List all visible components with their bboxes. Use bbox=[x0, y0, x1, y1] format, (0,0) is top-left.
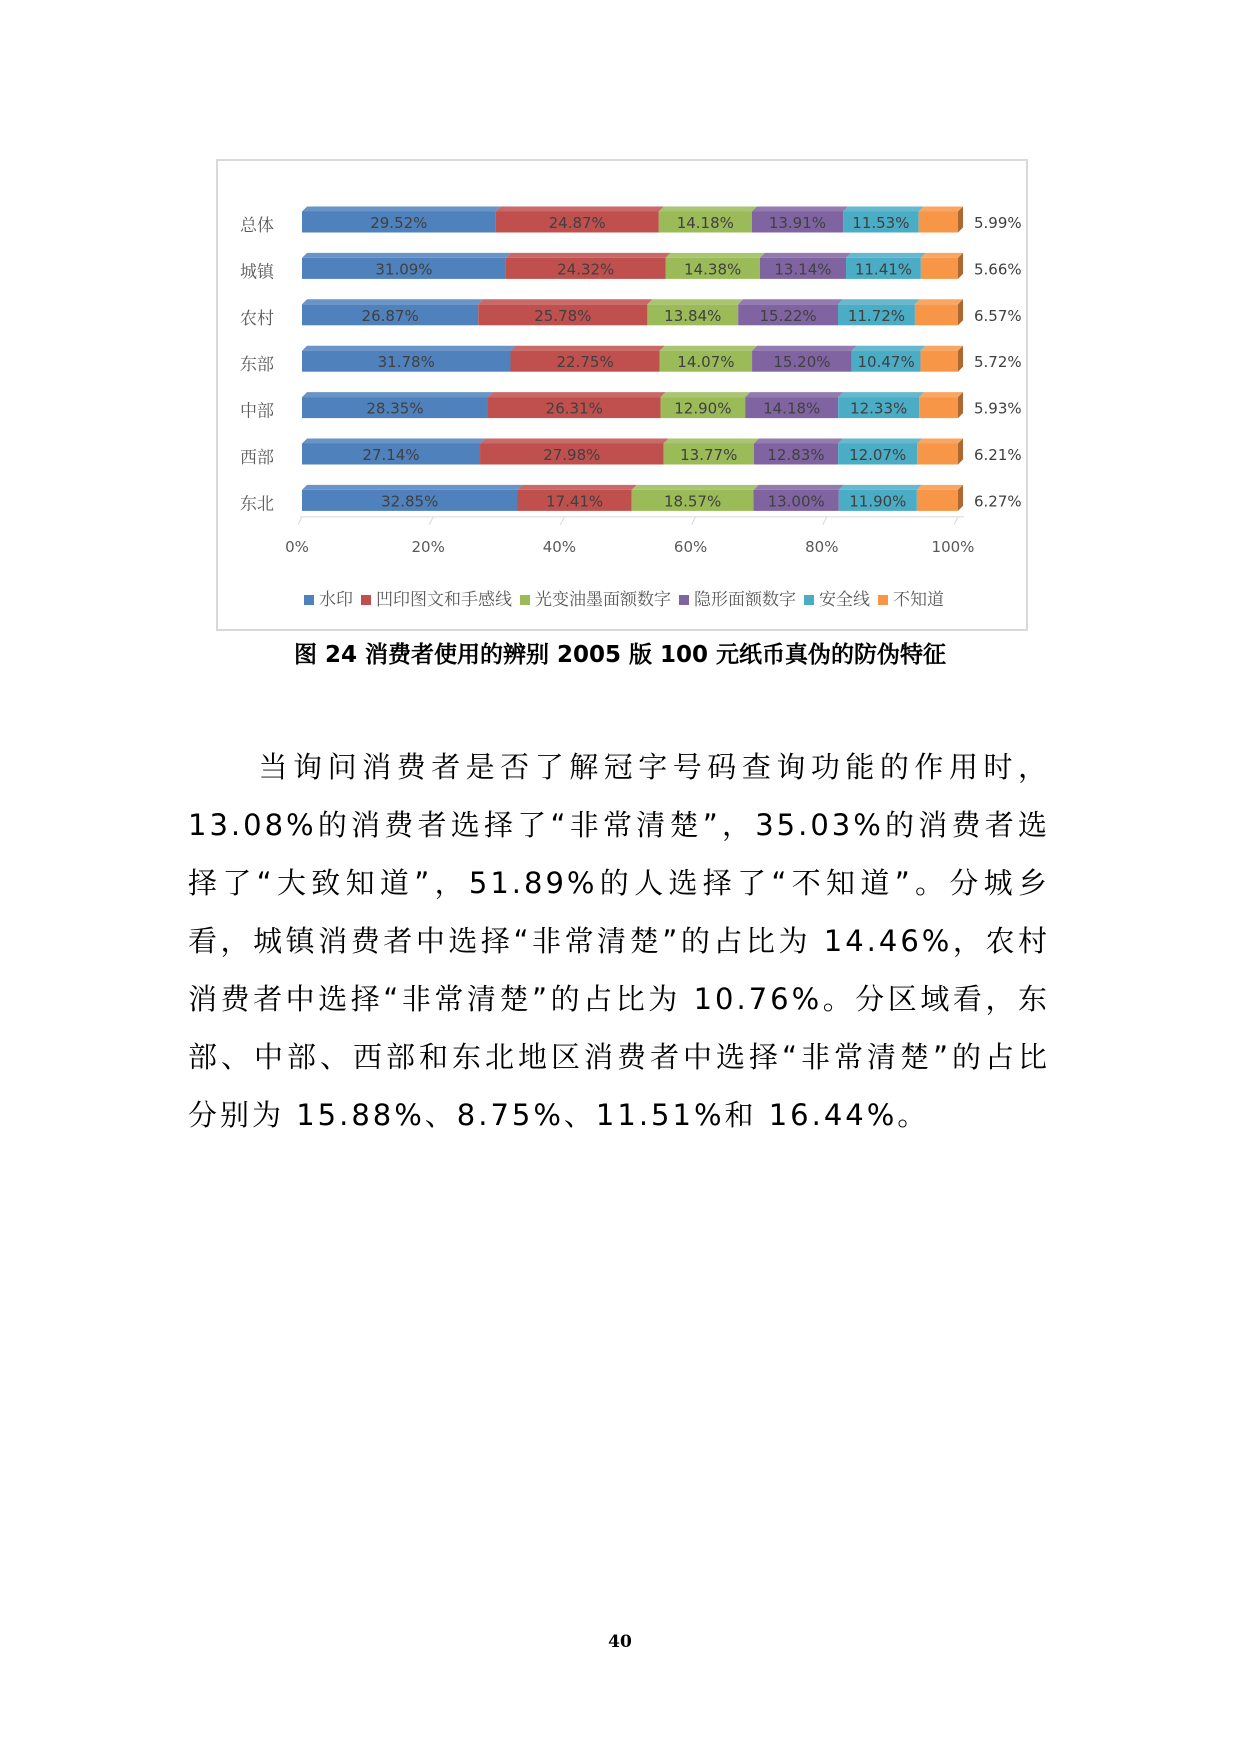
data-label: 13.84% bbox=[664, 306, 722, 325]
legend-item bbox=[520, 585, 671, 610]
bar-segment-top bbox=[919, 392, 963, 397]
bar-segment bbox=[921, 258, 958, 279]
data-label: 13.14% bbox=[774, 260, 832, 279]
data-label: 6.21% bbox=[974, 446, 1022, 464]
bar-segment bbox=[915, 304, 958, 325]
data-label: 13.00% bbox=[767, 492, 825, 511]
chart-frame bbox=[216, 159, 1028, 631]
data-label: 27.14% bbox=[362, 446, 420, 464]
category-label: 东北 bbox=[240, 494, 274, 515]
bar-segment-top bbox=[302, 253, 511, 258]
bar-segment-top bbox=[838, 392, 924, 397]
legend-item bbox=[804, 585, 870, 610]
x-tick-mark bbox=[954, 517, 958, 525]
bar-segment-top bbox=[496, 207, 664, 212]
bar-segment-top bbox=[754, 485, 844, 490]
bar-segment-top bbox=[488, 392, 666, 397]
category-label: 中部 bbox=[240, 401, 274, 422]
bar-segment-top bbox=[478, 299, 652, 304]
bar-segment-top bbox=[917, 439, 963, 444]
legend-label: 凹印图文和手感线 bbox=[376, 590, 512, 610]
data-label: 5.93% bbox=[974, 399, 1022, 418]
data-label: 6.27% bbox=[974, 492, 1022, 511]
x-tick-mark bbox=[298, 517, 302, 525]
data-label: 13.91% bbox=[768, 214, 827, 232]
legend-swatch bbox=[304, 595, 314, 605]
legend-label: 不知道 bbox=[893, 590, 944, 610]
category-label: 农村 bbox=[240, 308, 274, 329]
bar-segment-top bbox=[302, 439, 485, 444]
data-label: 24.87% bbox=[548, 214, 606, 232]
data-label: 25.78% bbox=[534, 306, 592, 325]
body-paragraph bbox=[188, 738, 1050, 1144]
data-label: 12.83% bbox=[767, 446, 825, 464]
data-label: 6.57% bbox=[974, 306, 1022, 325]
legend-item bbox=[878, 585, 944, 610]
bar-segment-top bbox=[919, 207, 963, 212]
legend-item bbox=[361, 585, 512, 610]
legend-label: 隐形面额数字 bbox=[694, 590, 796, 610]
data-label: 26.87% bbox=[361, 306, 419, 325]
data-label: 12.33% bbox=[850, 399, 908, 418]
bar-segment-top bbox=[846, 253, 926, 258]
x-tick-label: 40% bbox=[542, 537, 577, 556]
bar-segment bbox=[917, 490, 958, 511]
data-label: 32.85% bbox=[381, 492, 439, 511]
bar-segment-top bbox=[302, 485, 522, 490]
legend-label: 水印 bbox=[319, 590, 353, 610]
data-label: 12.07% bbox=[849, 446, 907, 464]
data-label: 5.66% bbox=[974, 260, 1022, 279]
data-label: 26.31% bbox=[545, 399, 603, 418]
bar-segment-top bbox=[506, 253, 671, 258]
data-label: 17.41% bbox=[545, 492, 604, 511]
data-label: 11.41% bbox=[854, 260, 913, 279]
bar-segment-top bbox=[480, 439, 669, 444]
x-tick-label: 80% bbox=[805, 537, 839, 556]
bar-segment-top bbox=[838, 299, 920, 304]
data-label: 18.57% bbox=[664, 492, 722, 511]
x-tick-mark bbox=[823, 517, 827, 525]
data-label: 31.78% bbox=[377, 353, 435, 372]
legend-label: 安全线 bbox=[819, 590, 870, 610]
data-label: 14.18% bbox=[676, 214, 734, 232]
bar-segment-top bbox=[660, 346, 757, 351]
x-tick-mark bbox=[692, 517, 696, 525]
bar-segment-top bbox=[760, 253, 851, 258]
data-label: 14.38% bbox=[684, 260, 742, 279]
legend-swatch bbox=[878, 595, 888, 605]
bar-segment-top bbox=[921, 253, 963, 258]
bar-segment-top bbox=[647, 299, 743, 304]
x-tick-mark bbox=[560, 517, 564, 525]
data-label: 14.07% bbox=[677, 353, 735, 372]
bar-segment-top bbox=[752, 346, 857, 351]
data-label: 15.20% bbox=[773, 353, 831, 372]
data-label: 11.53% bbox=[852, 214, 910, 232]
bar-segment-top bbox=[665, 253, 764, 258]
data-label: 5.99% bbox=[974, 214, 1022, 232]
chart-legend bbox=[218, 585, 1030, 610]
bar-segment-top bbox=[302, 346, 515, 351]
bar-segment-top bbox=[920, 346, 963, 351]
bar-segment-top bbox=[517, 485, 636, 490]
x-tick-label: 0% bbox=[285, 537, 309, 556]
stacked-bar-chart bbox=[218, 161, 1026, 581]
bar-segment-top bbox=[302, 299, 483, 304]
bar-segment-top bbox=[752, 207, 848, 212]
figure-caption: 图 24 消费者使用的辨别 2005 版 100 元纸币真伪的防伪特征 bbox=[293, 642, 947, 668]
bar-segment bbox=[920, 351, 958, 372]
bar-segment-top bbox=[852, 346, 926, 351]
data-label: 14.18% bbox=[763, 399, 821, 418]
data-label: 10.47% bbox=[857, 353, 915, 372]
bar-segment-top bbox=[302, 207, 501, 212]
category-label: 西部 bbox=[240, 448, 274, 468]
bar-segment-top bbox=[664, 439, 759, 444]
data-label: 11.72% bbox=[847, 306, 906, 325]
bar-segment bbox=[917, 444, 958, 465]
page-number: 40 bbox=[608, 1632, 632, 1652]
bar-segment-top bbox=[838, 439, 922, 444]
bar-segment-top bbox=[632, 485, 759, 490]
x-tick-label: 100% bbox=[931, 537, 975, 556]
data-label: 22.75% bbox=[556, 353, 614, 372]
legend-swatch bbox=[361, 595, 371, 605]
category-label: 城镇 bbox=[240, 262, 274, 283]
bar-segment-top bbox=[661, 392, 751, 397]
bar-segment-top bbox=[510, 346, 664, 351]
legend-item bbox=[304, 585, 353, 610]
bar-segment-top bbox=[839, 485, 922, 490]
category-label: 总体 bbox=[240, 216, 274, 236]
x-tick-label: 20% bbox=[411, 537, 445, 556]
data-label: 27.98% bbox=[543, 446, 601, 464]
data-label: 29.52% bbox=[370, 214, 428, 232]
bar-segment-top bbox=[302, 392, 493, 397]
legend-swatch bbox=[804, 595, 814, 605]
data-label: 28.35% bbox=[366, 399, 424, 418]
data-label: 31.09% bbox=[375, 260, 433, 279]
legend-swatch bbox=[679, 595, 689, 605]
bar-segment-top bbox=[917, 485, 963, 490]
data-label: 5.72% bbox=[974, 353, 1022, 372]
legend-swatch bbox=[520, 595, 530, 605]
data-label: 11.90% bbox=[849, 492, 907, 511]
bar-segment bbox=[919, 397, 958, 418]
bar-segment-top bbox=[754, 439, 843, 444]
legend-item bbox=[679, 585, 796, 610]
bar-segment-top bbox=[745, 392, 843, 397]
data-label: 24.32% bbox=[557, 260, 615, 279]
x-tick-label: 60% bbox=[673, 537, 708, 556]
bar-segment-top bbox=[738, 299, 843, 304]
bar-segment-top bbox=[659, 207, 757, 212]
category-label: 东部 bbox=[240, 355, 274, 376]
bar-segment-top bbox=[843, 207, 924, 212]
body-paragraph-text: 当询问消费者是否了解冠字号码查询功能的作用时，13.08%的消费者选择了“非常清楚”，35.03%的消费者选择了“大致知道”，51.89%的人选择了“不知道”。分城乡看，城镇消费者中选择“非常清楚”的占比为 14.46%，农村消费者中选择“非常清楚”的占比为 10.76%。分区域看，东部、中部、西部和东北地区消费者中选择“非常清楚”的占比分别为 15.88%、8.75%、11.51%和 16.44%。 bbox=[188, 750, 1050, 1132]
x-tick-mark bbox=[429, 517, 433, 525]
data-label: 13.77% bbox=[680, 446, 738, 464]
legend-label: 光变油墨面额数字 bbox=[535, 590, 671, 610]
data-label: 12.90% bbox=[674, 399, 732, 418]
bar-segment-top bbox=[915, 299, 963, 304]
data-label: 15.22% bbox=[759, 306, 817, 325]
bar-segment bbox=[919, 212, 958, 233]
